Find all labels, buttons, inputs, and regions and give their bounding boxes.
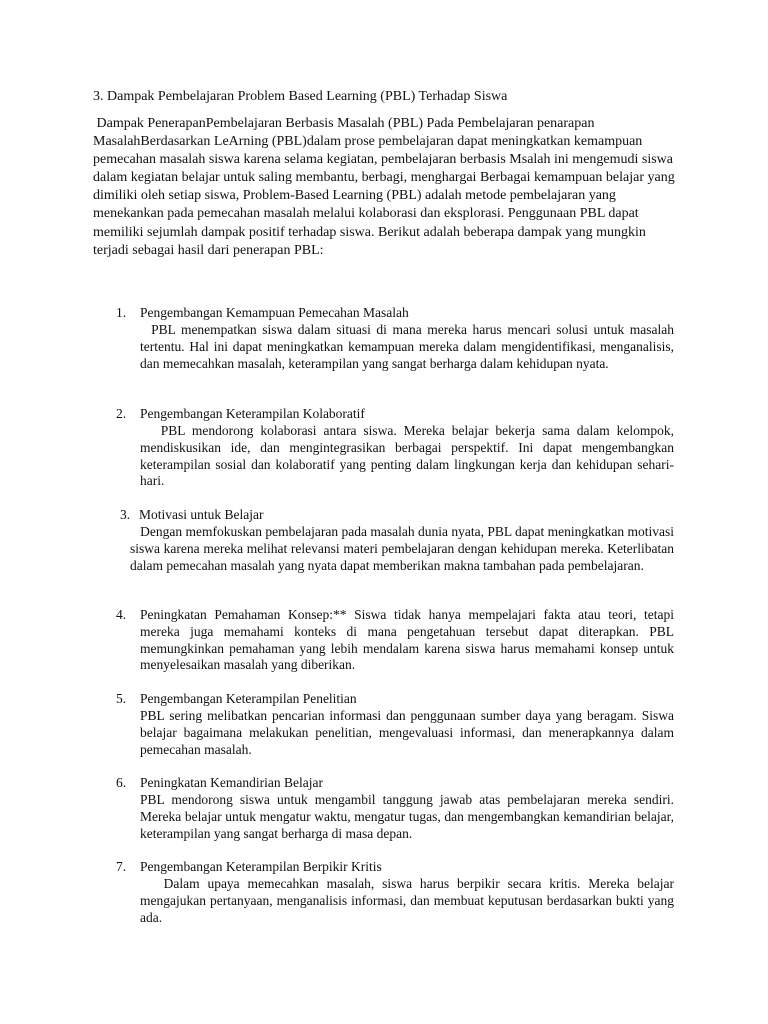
list-item-number: 5. [116, 691, 127, 706]
list-item-title: Peningkatan Kemandirian Belajar [140, 775, 323, 790]
list-item-body: PBL menempatkan siswa dalam situasi di mana mereka harus mencari solusi untuk masalah tertentu. Hal ini dapat meningkatkan kemampuan mereka dalam mengidentifikasi, menganalisis, dan memecahkan masalah, keterampilan yang sangat berharga dalam kehidupan nyata. [140, 322, 678, 371]
intro-paragraph: Dampak PenerapanPembelajaran Berbasis Masalah (PBL) Pada Pembelajaran penarapan MasalahBerdasarkan LeArning (PBL)dalam prose pembelajaran dapat meningkatkan kemampuan pemecahan masalah siswa karena selama kegiatan, pembelajaran berbasis Msalah ini mengemudi siswa dalam kegiatan belajar untuk saling membantu, berbagi, menghargai Berbagai kemampuan belajar yang dimiliki oleh setiap siswa, Problem-Based Learning (PBL) adalah metode pembelajaran yang menekankan pada pemecahan masalah melalui kolaborasi dan eksplorasi. Penggunaan PBL dapat memiliki sejumlah dampak positif terhadap siswa. Berikut adalah beberapa dampak yang mungkin terjadi sebagai hasil dari penerapan PBL: [93, 116, 679, 258]
list-item-title: Motivasi untuk Belajar [139, 507, 264, 522]
list-item-body: PBL mendorong kolaborasi antara siswa. Mereka belajar bekerja sama dalam kelompok, mendiskusikan ide, dan mengintegrasikan berbagai perspektif. Ini dapat mengembangkan keterampilan sosial dan kolaboratif yang penting dalam lingkungan kerja dan kehidupan sehari-hari. [140, 423, 678, 489]
list-item-number: 6. [116, 775, 127, 790]
list-item-7 [0, 859, 768, 934]
list-item-body: Dengan memfokuskan pembelajaran pada masalah dunia nyata, PBL dapat meningkatkan motivasi siswa karena mereka melihat relevansi materi pembelajaran dengan kehidupan mereka. Keterlibatan dalam pemecahan masalah yang nyata dapat memberikan makna tambahan pada pembelajaran. [130, 524, 678, 573]
list-item-number: 7. [116, 859, 127, 874]
list-item-title: Pengembangan Kemampuan Pemecahan Masalah [140, 305, 409, 320]
section-heading: 3. Dampak Pembelajaran Problem Based Learning (PBL) Terhadap Siswa [93, 89, 508, 104]
list-item-6 [0, 775, 768, 850]
list-item-title: Pengembangan Keterampilan Kolaboratif [140, 406, 365, 421]
list-item-body: Peningkatan Pemahaman Konsep:** Siswa tidak hanya mempelajari fakta atau teori, tetapi mereka juga memahami konteks di mana pengetahuan tersebut dapat diterapkan. PBL memungkinkan pemahaman yang lebih mendalam karena siswa harus memahami konsep untuk menyelesaikan masalah yang diberikan. [140, 607, 674, 673]
list-item-1 [0, 305, 768, 395]
list-item-title: Pengembangan Keterampilan Penelitian [140, 691, 357, 706]
list-item-body: PBL sering melibatkan pencarian informasi dan penggunaan sumber daya yang beragam. Siswa belajar bagaimana melakukan penelitian, mengevaluasi informasi, dan menerapkannya dalam pemecahan masalah. [140, 708, 674, 757]
list-item-number: 2. [116, 406, 127, 421]
list-item-5 [0, 691, 768, 766]
list-item-number: 1. [116, 305, 127, 320]
list-item-3 [0, 507, 768, 597]
list-item-number: 3. [120, 507, 131, 522]
list-item-4 [0, 607, 768, 697]
list-item-2 [0, 406, 768, 496]
list-item-number: 4. [116, 607, 127, 622]
list-item-body: Dalam upaya memecahkan masalah, siswa harus berpikir secara kritis. Mereka belajar mengajukan pertanyaan, menganalisis informasi, dan membuat keputusan berdasarkan bukti yang ada. [140, 876, 678, 925]
list-item-body: PBL mendorong siswa untuk mengambil tanggung jawab atas pembelajaran mereka sendiri. Mereka belajar untuk mengatur waktu, mengatur tugas, dan mengembangkan kemandirian belajar, keterampilan yang sangat berharga di masa depan. [140, 792, 674, 841]
list-item-title: Pengembangan Keterampilan Berpikir Kritis [140, 859, 382, 874]
